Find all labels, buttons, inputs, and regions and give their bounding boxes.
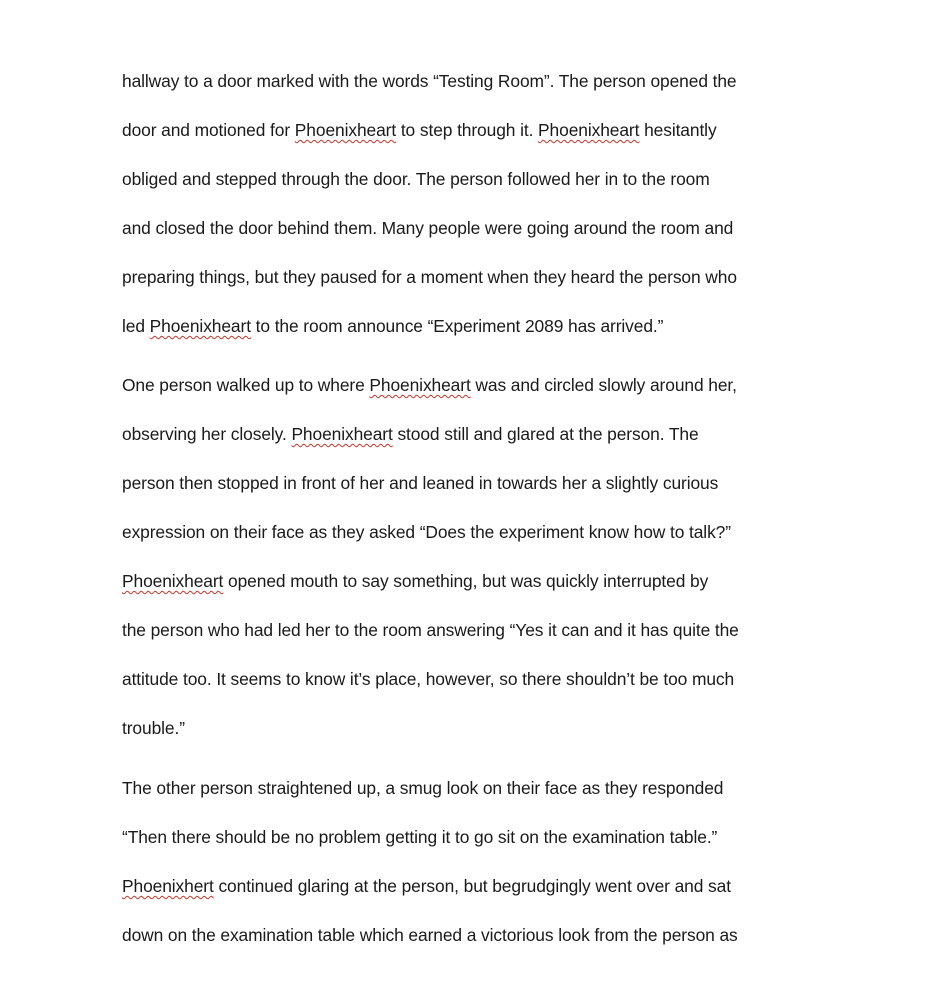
text-line: [122, 571, 822, 620]
text-line: [122, 620, 822, 669]
text-line: [122, 120, 822, 169]
text-line: [122, 522, 822, 571]
text-run: preparing things, but they paused for a moment when they heard the person who: [122, 267, 737, 287]
text-run: opened mouth to say something, but was quickly interrupted by: [223, 571, 709, 591]
text-run: continued glaring at the person, but begrudgingly went over and sat: [213, 876, 731, 896]
text-run: hesitantly: [639, 120, 717, 140]
misspelled-word: Phoenixheart: [291, 424, 393, 444]
text-run: led: [122, 316, 150, 336]
text-line: [122, 827, 822, 876]
text-line: [122, 876, 822, 925]
text-run: to step through it.: [396, 120, 539, 140]
text-run: hallway to a door marked with the words “Testing Room”. The person opened the: [122, 71, 737, 91]
misspelled-word: Phoenixheart: [122, 571, 224, 591]
text-line: [122, 71, 822, 120]
paragraph: [122, 778, 822, 974]
paragraph: [122, 375, 822, 767]
text-run: to the room announce “Experiment 2089 has arrived.”: [250, 316, 664, 336]
misspelled-word: Phoenixheart: [369, 375, 471, 395]
text-run: person then stopped in front of her and leaned in towards her a slightly curious: [122, 473, 719, 493]
text-run: observing her closely.: [122, 424, 292, 444]
misspelled-word: Phoenixhert: [122, 876, 214, 896]
text-run: “Then there should be no problem getting it to go sit on the examination table.”: [122, 827, 718, 847]
text-line: [122, 669, 822, 718]
text-run: and closed the door behind them. Many people were going around the room and: [122, 218, 734, 238]
text-run: was and circled slowly around her,: [470, 375, 737, 395]
text-run: stood still and glared at the person. The: [392, 424, 699, 444]
text-run: expression on their face as they asked “Does the experiment know how to talk?”: [122, 522, 731, 542]
text-run: door and motioned for: [122, 120, 295, 140]
text-line: [122, 473, 822, 522]
text-run: down on the examination table which earned a victorious look from the person as: [122, 925, 738, 945]
text-run: attitude too. It seems to know it’s place, however, so there shouldn’t be too much: [122, 669, 735, 689]
misspelled-word: Phoenixheart: [149, 316, 251, 336]
text-line: [122, 316, 822, 365]
text-line: [122, 169, 822, 218]
misspelled-word: Phoenixheart: [538, 120, 640, 140]
text-line: [122, 424, 822, 473]
text-run: the person who had led her to the room answering “Yes it can and it has quite the: [122, 620, 739, 640]
text-line: [122, 778, 822, 827]
text-line: [122, 218, 822, 267]
text-run: trouble.”: [122, 718, 185, 738]
text-line: [122, 375, 822, 424]
text-line: [122, 267, 822, 316]
misspelled-word: Phoenixheart: [294, 120, 397, 140]
text-run: The other person straightened up, a smug look on their face as they responded: [122, 778, 724, 798]
paragraph: [122, 71, 822, 365]
text-run: obliged and stepped through the door. The person followed her in to the room: [122, 169, 710, 189]
text-run: One person walked up to where: [122, 375, 370, 395]
text-line: [122, 925, 822, 974]
text-line: [122, 718, 822, 767]
